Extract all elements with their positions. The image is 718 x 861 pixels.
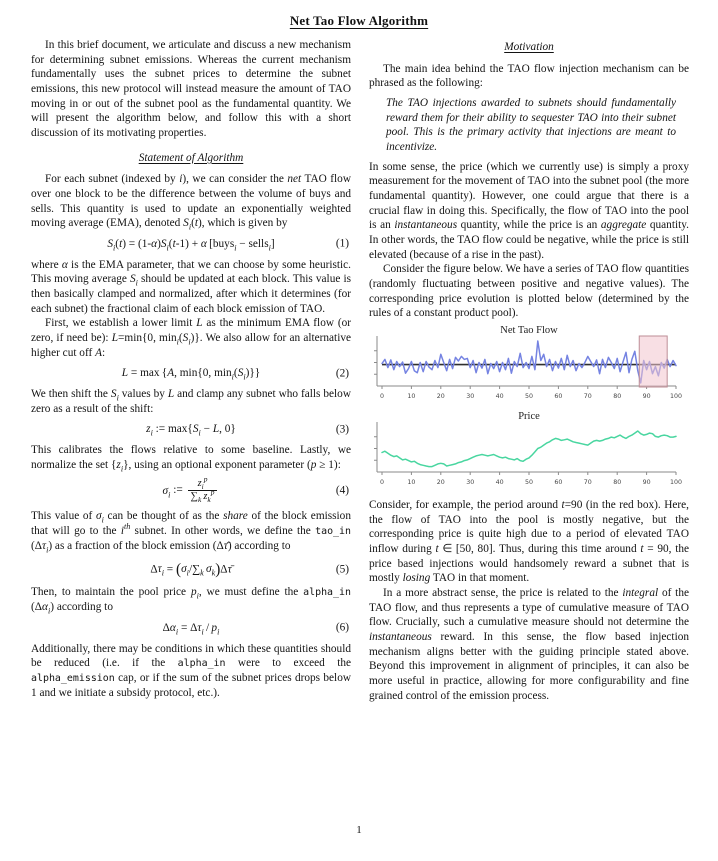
equation-4 bbox=[31, 475, 351, 505]
equation-1-number: (1) bbox=[335, 238, 349, 251]
svg-text:30: 30 bbox=[466, 393, 475, 401]
equation-5-number: (5) bbox=[335, 563, 349, 576]
right-column bbox=[369, 38, 689, 704]
svg-text:80: 80 bbox=[613, 479, 622, 487]
svg-text:10: 10 bbox=[407, 393, 416, 401]
svg-text:100: 100 bbox=[669, 393, 683, 401]
paragraph-abstract: In a more abstract sense, the price is related to the integral of the TAO flow, and thus represents a type of cumulative measure of TAO flow. Crucially, such a cumulative measure should not determine the instantaneous reward. In this sense, the flow based injection mechanism aligns better with the guiding principle stated above. Beyond this improvement in alignment of principles, it can also be more useful in practice, allowing for more configurability and fine grained control of the emission process. bbox=[369, 587, 689, 702]
equation-6 bbox=[31, 621, 351, 636]
svg-text:0: 0 bbox=[379, 393, 385, 401]
equation-5 bbox=[31, 560, 351, 580]
section-heading-statement-of-algorithm bbox=[31, 151, 351, 166]
svg-text:Net Tao Flow: Net Tao Flow bbox=[500, 325, 558, 337]
paragraph-conditions: Additionally, there may be conditions in which these quantities should be reduced (i.e. if the alpha_in were to exceed the alpha_emission cap, or if the sum of the subnet prices drops below 1 and we initiate a subsidy protocol, etc.). bbox=[31, 642, 351, 700]
svg-text:100: 100 bbox=[669, 479, 683, 487]
svg-text:80: 80 bbox=[613, 393, 622, 401]
section-heading-text: Statement of Algorithm bbox=[138, 151, 244, 164]
document-title-text: Net Tao Flow Algorithm bbox=[289, 13, 429, 28]
equation-1 bbox=[31, 237, 351, 252]
equation-2 bbox=[31, 366, 351, 381]
equation-2-body: L = max {A, min{0, $\min_i(S_i)$}} bbox=[121, 367, 261, 382]
paragraph-calibrate: This calibrates the flows relative to some baseline. Lastly, we normalize the set $\{z_i\}$, using an optional exponent parameter (p ≥ 1): bbox=[31, 444, 351, 474]
section-heading-text: Motivation bbox=[504, 41, 554, 53]
equation-5-body: $\Delta\tau_i = (\sigma_i/\sum_k$ $\sigma_k)\Delta\taū$ bbox=[150, 560, 232, 578]
svg-text:50: 50 bbox=[524, 479, 534, 487]
paragraph-consider-example: Consider, for example, the period around t=90 (in the red box). Here, the flow of TAO into the pool is mostly negative, but the corresponding price is quite high due to a period of elevated TAO inflow during t ∈ [50, 80]. Thus, during this time around t = 90, the price based injections would handsomely reward a subnet that is mostly losing TAO in that moment. bbox=[369, 499, 689, 585]
paragraph-net-flow: For each subnet (indexed by i), we can consider the net TAO flow over one block to be the difference between the volume of buys and sells. This quantity is used to update an exponentially weighted moving average (EMA), denoted $S_i(t)$, which is given by bbox=[31, 173, 351, 232]
net-tao-flow-chart bbox=[370, 324, 688, 410]
paragraph-shift: We then shift the $S_i$ values by L and clamp any subnet who falls below zero as a result of the shift: bbox=[31, 388, 351, 415]
blockquote-guiding-principle: The TAO injections awarded to subnets should fundamentally reward them for their ability to sequester TAO into their subnet pool. This is the primary activity that injections are meant to incentivize. bbox=[386, 97, 676, 154]
document-title bbox=[0, 13, 718, 29]
svg-text:Price: Price bbox=[518, 411, 540, 423]
equation-2-number: (2) bbox=[335, 367, 349, 380]
equation-3-number: (3) bbox=[335, 423, 349, 436]
svg-text:0: 0 bbox=[379, 479, 385, 487]
svg-text:70: 70 bbox=[583, 393, 592, 401]
paragraph-pool-price: Then, to maintain the pool price $p_i$, we must define the alpha_in $(\Delta\alpha_i)$ according to bbox=[31, 586, 351, 616]
svg-text:70: 70 bbox=[583, 479, 592, 487]
price-chart bbox=[370, 410, 688, 496]
equation-3 bbox=[31, 422, 351, 437]
paragraph-ema: where α is the EMA parameter, that we can choose by some heuristic. This moving average $S_i$ should be updated at each block. This value is then basically clamped and normalized, after which it determines (for each subnet) the fractional claim of each block emission of TAO. bbox=[31, 258, 352, 315]
figure-net-tao-flow-and-price bbox=[369, 324, 689, 496]
svg-text:60: 60 bbox=[554, 393, 563, 401]
paragraph-intro: In this brief document, we articulate and discuss a new mechanism for determining subnet emissions. Whereas the current mechanism fundamentally uses the subnet prices to determine the subnet emissions, this new protocol will instead measure the amount of TAO moving in or out of the subnet pool as the fundamental quantity. We will present the algorithm below, and follow this with a short discussion of its motivating properties. bbox=[31, 39, 351, 140]
equation-1-body: $S_i(t) = (1-\alpha)S_i(t-1) + \alpha$ [buys$_i$ − sells$_i$] bbox=[107, 238, 275, 253]
svg-text:20: 20 bbox=[436, 479, 445, 487]
paragraph-main-idea: The main idea behind the TAO flow injection mechanism can be phrased as the following: bbox=[369, 62, 689, 90]
paragraph-lower-limit: First, we establish a lower limit L as the minimum EMA flow (or zero, if need be): L=min{0, $\min_i(S_i)$}. We also allow for an alternative higher cut off A: bbox=[31, 317, 351, 359]
equation-6-body: $\Delta\alpha_i = \Delta\tau_i / p_i$ bbox=[162, 621, 220, 637]
equation-4-number: (4) bbox=[335, 484, 349, 497]
left-column bbox=[31, 38, 351, 704]
page-number: 1 bbox=[356, 824, 362, 836]
svg-text:50: 50 bbox=[524, 393, 534, 401]
paragraph-price-proxy: In some sense, the price (which we currently use) is simply a proxy measurement for the movement of TAO into the subnet pool (the more fundamental quantity). However, one could argue that there is a crucial flaw in doing this. Specifically, the flow of TAO into the pool is an instantaneous quantity, while the price is an aggregate quantity. In other words, the TAO flow could be negative, while the price is still elevated (because of a rise in the past). bbox=[369, 160, 689, 261]
svg-text:90: 90 bbox=[642, 479, 651, 487]
svg-text:90: 90 bbox=[642, 393, 651, 401]
svg-text:40: 40 bbox=[495, 479, 504, 487]
svg-text:20: 20 bbox=[436, 393, 445, 401]
section-heading-motivation bbox=[369, 40, 689, 55]
paragraph-share: This value of $\sigma_i$ can be thought of as the share of the block emission that will go to the $i^{th}$ subnet. In other words, we define the tao_in $(\Delta\tau_i)$ as a fraction of the block emission (Δτ̄) according to bbox=[31, 510, 352, 555]
two-column-layout bbox=[0, 29, 718, 704]
equation-4-body: $\sigma_i$ := $\frac{z_i^p}{\sum_k z_k^p}$ bbox=[163, 478, 220, 503]
svg-text:60: 60 bbox=[554, 479, 563, 487]
equation-3-body: $z_i$ := $\max\{S_i - L$, 0} bbox=[146, 423, 236, 438]
svg-text:10: 10 bbox=[407, 479, 416, 487]
equation-6-number: (6) bbox=[335, 621, 349, 634]
paragraph-consider-figure: Consider the figure below. We have a series of TAO flow quantities (randomly fluctuating between positive and negative values). The corresponding price evolution is plotted below (determined by the rules of a constant product pool). bbox=[369, 263, 689, 320]
svg-text:30: 30 bbox=[466, 479, 475, 487]
svg-text:40: 40 bbox=[495, 393, 504, 401]
